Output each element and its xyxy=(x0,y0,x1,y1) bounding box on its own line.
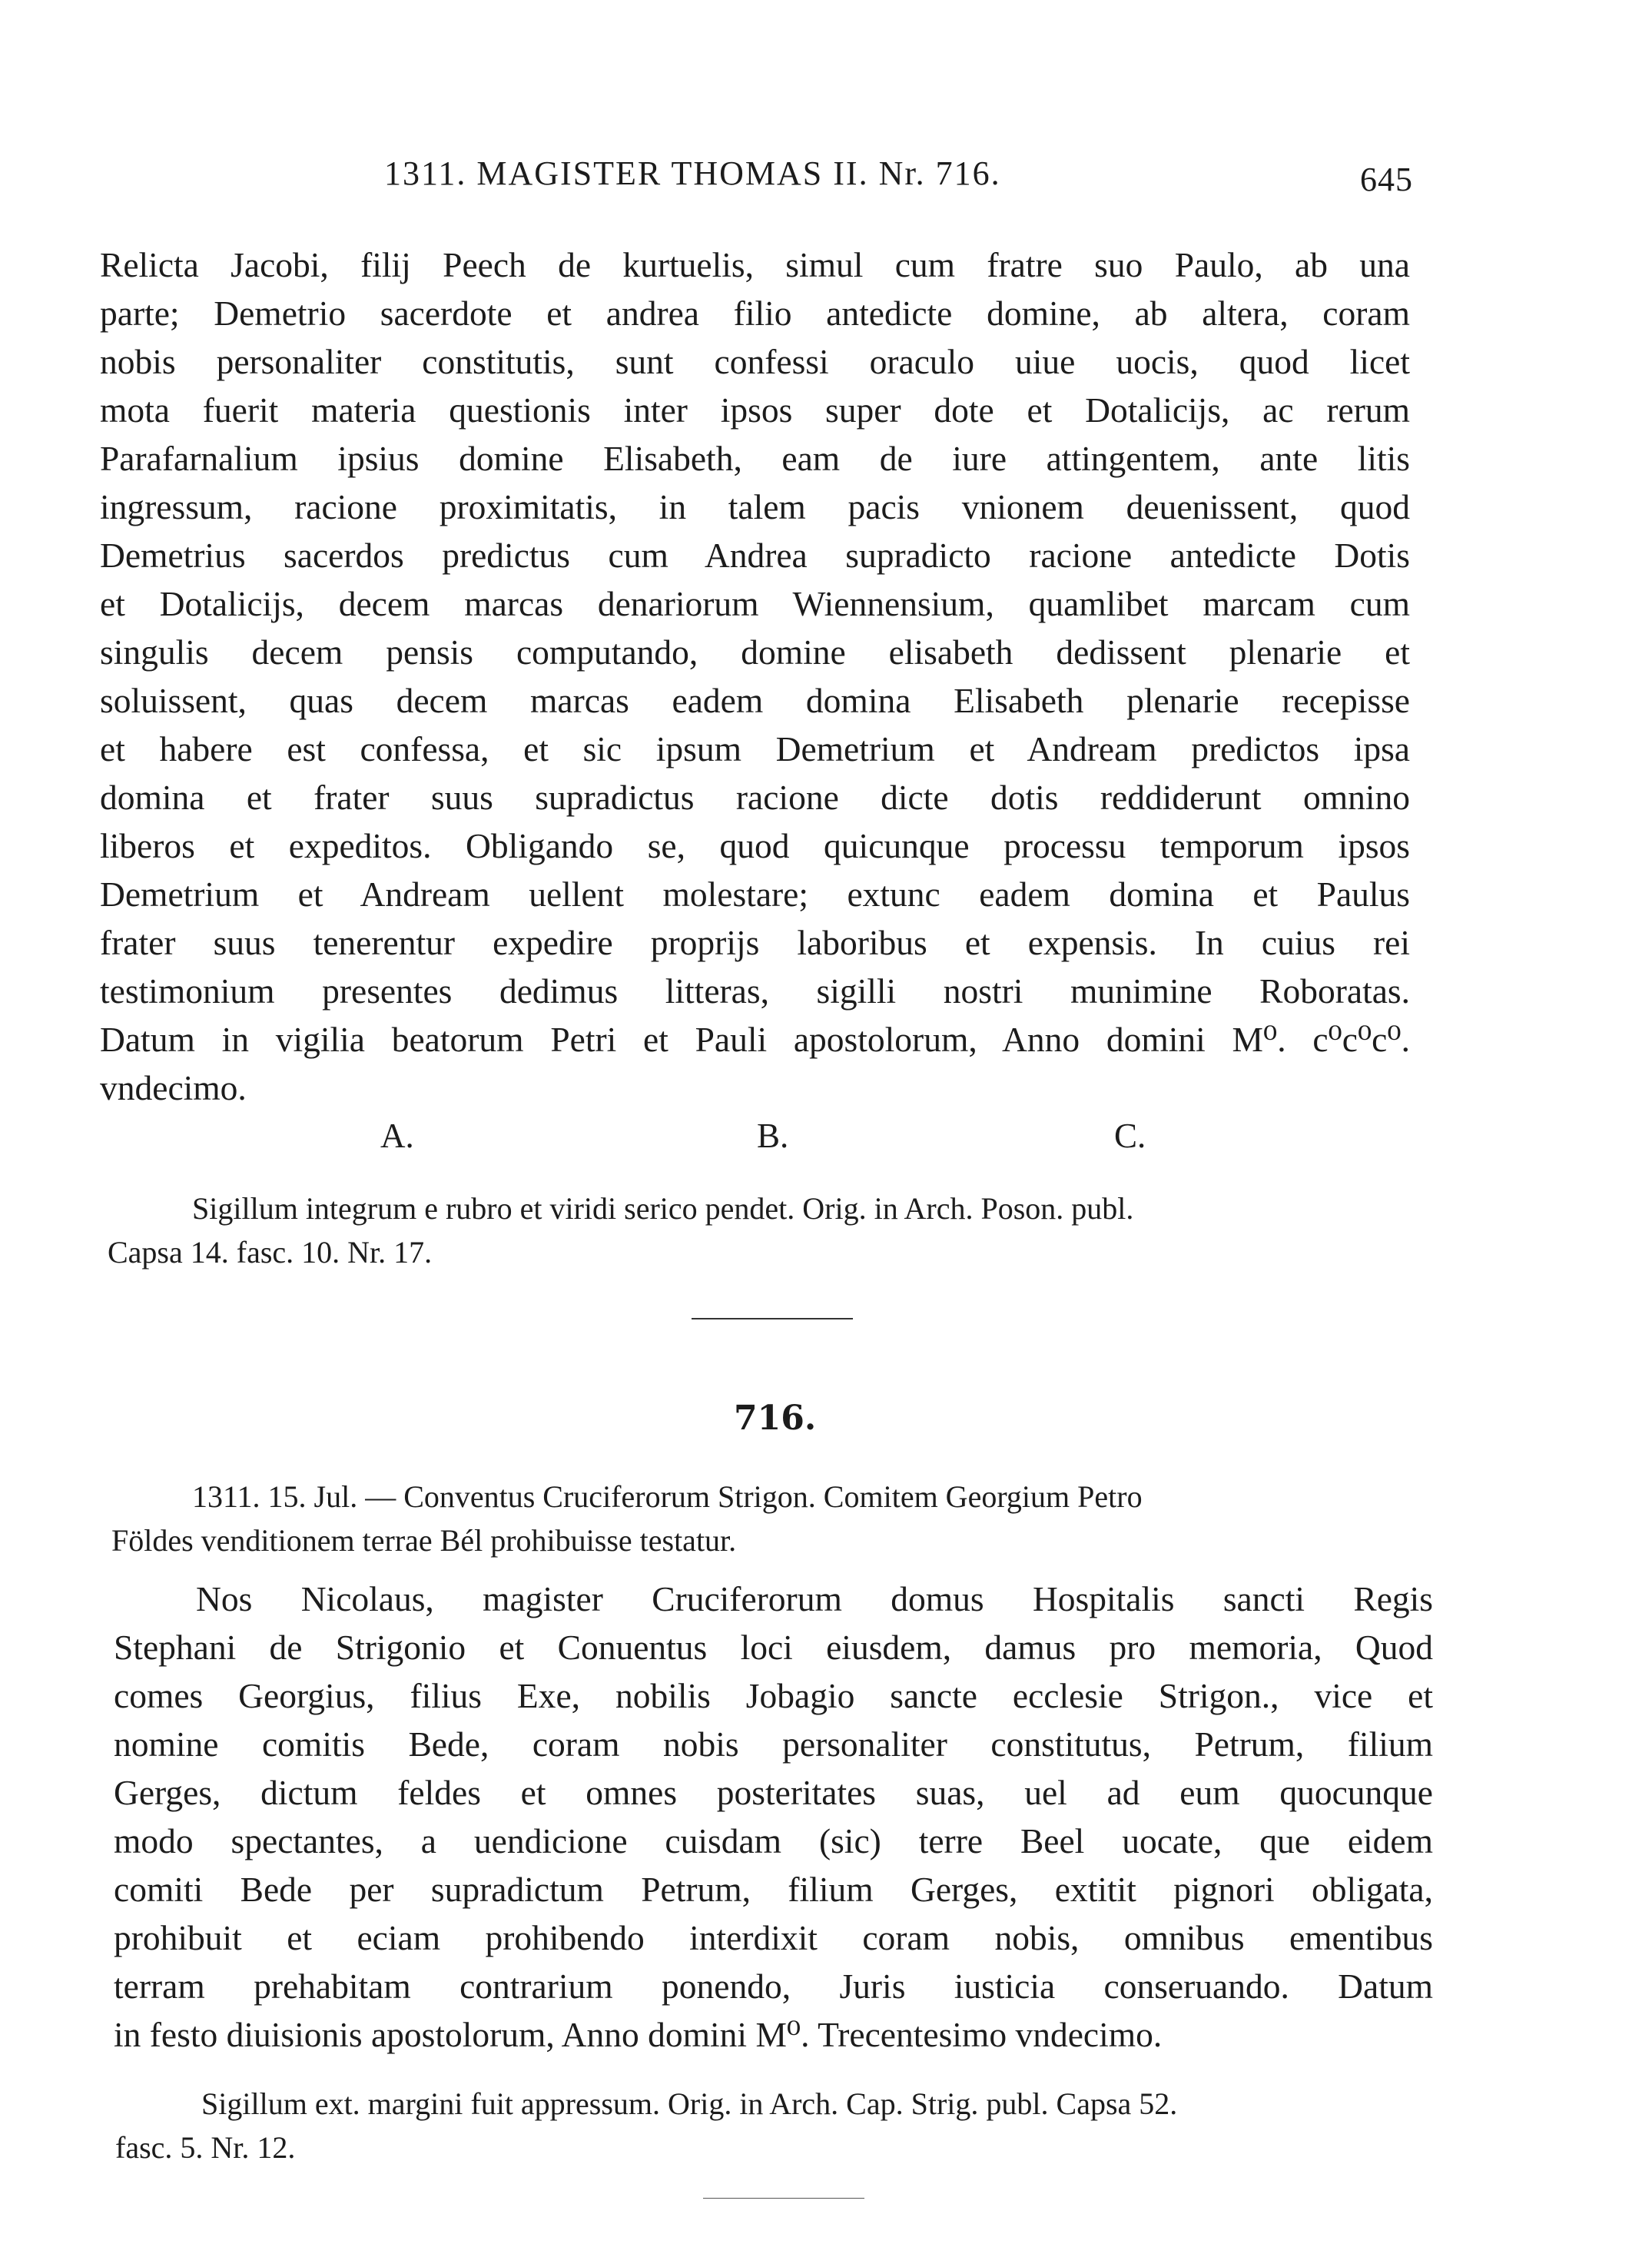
text-line: soluissent, quas decem marcas eadem domina Elisabeth plenarie recepisse xyxy=(100,681,1410,720)
text-line: ingressum, racione proximitatis, in talem pacis vnionem deuenissent, quod xyxy=(100,487,1410,526)
text-line: Parafarnalium ipsius domine Elisabeth, eam de iure attingentem, ante litis xyxy=(100,439,1410,478)
text-line: Demetrium et Andream uellent molestare; extunc eadem domina et Paulus xyxy=(100,875,1410,914)
text-line: liberos et expeditos. Obligando se, quod quicunque processu temporum ipsos xyxy=(100,826,1410,865)
running-title: 1311. MAGISTER THOMAS II. Nr. 716. xyxy=(384,154,1001,192)
note-line: Sigillum ext. margini fuit appressum. Orig. in Arch. Cap. Strig. publ. Capsa 52. xyxy=(201,2086,1178,2121)
note-line: Capsa 14. fasc. 10. Nr. 17. xyxy=(108,1235,433,1270)
text-line: et Dotalicijs, decem marcas denariorum Wiennensium, quamlibet marcam cum xyxy=(100,584,1410,623)
text-line: terram prehabitam contrarium ponendo, Juris iusticia conseruando. Datum xyxy=(114,1967,1433,2006)
text-line: vndecimo. xyxy=(100,1068,247,1107)
section-divider xyxy=(692,1318,853,1319)
text-line: Demetrius sacerdos predictus cum Andrea supradicto racione antedicte Dotis xyxy=(100,536,1410,575)
text-line: prohibuit et eciam prohibendo interdixit coram nobis, omnibus ementibus xyxy=(114,1918,1433,1957)
note-line: Sigillum integrum e rubro et viridi serico pendet. Orig. in Arch. Poson. publ. xyxy=(192,1191,1134,1226)
text-line: Nos Nicolaus, magister Cruciferorum domus Hospitalis sancti Regis xyxy=(196,1579,1433,1618)
text-line: Datum in vigilia beatorum Petri et Pauli apostolorum, Anno domini M⁰. c⁰c⁰c⁰. xyxy=(100,1020,1410,1059)
regest-line: Földes venditionem terrae Bél prohibuisse testatur. xyxy=(111,1523,737,1558)
document-number: 716. xyxy=(734,1399,817,1438)
seal-label-b: B. xyxy=(757,1117,789,1155)
text-line: comiti Bede per supradictum Petrum, filium Gerges, extitit pignori obligata, xyxy=(114,1870,1433,1909)
regest-line: 1311. 15. Jul. — Conventus Cruciferorum Strigon. Comitem Georgium Petro xyxy=(192,1479,1143,1514)
text-line: Gerges, dictum feldes et omnes posteritates suas, uel ad eum quocunque xyxy=(114,1773,1433,1812)
text-line: Stephani de Strigonio et Conuentus loci eiusdem, damus pro memoria, Quod xyxy=(114,1628,1433,1667)
text-line: nomine comitis Bede, coram nobis personaliter constitutus, Petrum, filium xyxy=(114,1724,1433,1764)
text-line: frater suus tenerentur expedire proprijs laboribus et expensis. In cuius rei xyxy=(100,923,1410,962)
note-line: fasc. 5. Nr. 12. xyxy=(115,2130,296,2165)
page-number: 645 xyxy=(1360,161,1413,198)
seal-label-c: C. xyxy=(1114,1117,1146,1155)
text-line: domina et frater suus supradictus racione dicte dotis reddiderunt omnino xyxy=(100,778,1410,817)
section-divider xyxy=(703,2198,864,2199)
text-line: mota fuerit materia questionis inter ipsos super dote et Dotalicijs, ac rerum xyxy=(100,390,1410,430)
text-line: in festo diuisionis apostolorum, Anno domini M⁰. Trecentesimo vndecimo. xyxy=(114,2015,1163,2054)
text-line: singulis decem pensis computando, domine elisabeth dedissent plenarie et xyxy=(100,632,1410,672)
text-line: modo spectantes, a uendicione cuisdam (sic) terre Beel uocate, que eidem xyxy=(114,1821,1433,1860)
seal-label-a: A. xyxy=(380,1117,414,1155)
text-line: et habere est confessa, et sic ipsum Demetrium et Andream predictos ipsa xyxy=(100,729,1410,768)
text-line: testimonium presentes dedimus litteras, sigilli nostri munimine Roboratas. xyxy=(100,971,1410,1011)
text-line: comes Georgius, filius Exe, nobilis Jobagio sancte ecclesie Strigon., vice et xyxy=(114,1676,1433,1715)
text-line: Relicta Jacobi, filij Peech de kurtuelis, simul cum fratre suo Paulo, ab una xyxy=(100,245,1410,284)
text-line: parte; Demetrio sacerdote et andrea filio antedicte domine, ab altera, coram xyxy=(100,294,1410,333)
text-line: nobis personaliter constitutis, sunt confessi oraculo uiue uocis, quod licet xyxy=(100,342,1410,381)
